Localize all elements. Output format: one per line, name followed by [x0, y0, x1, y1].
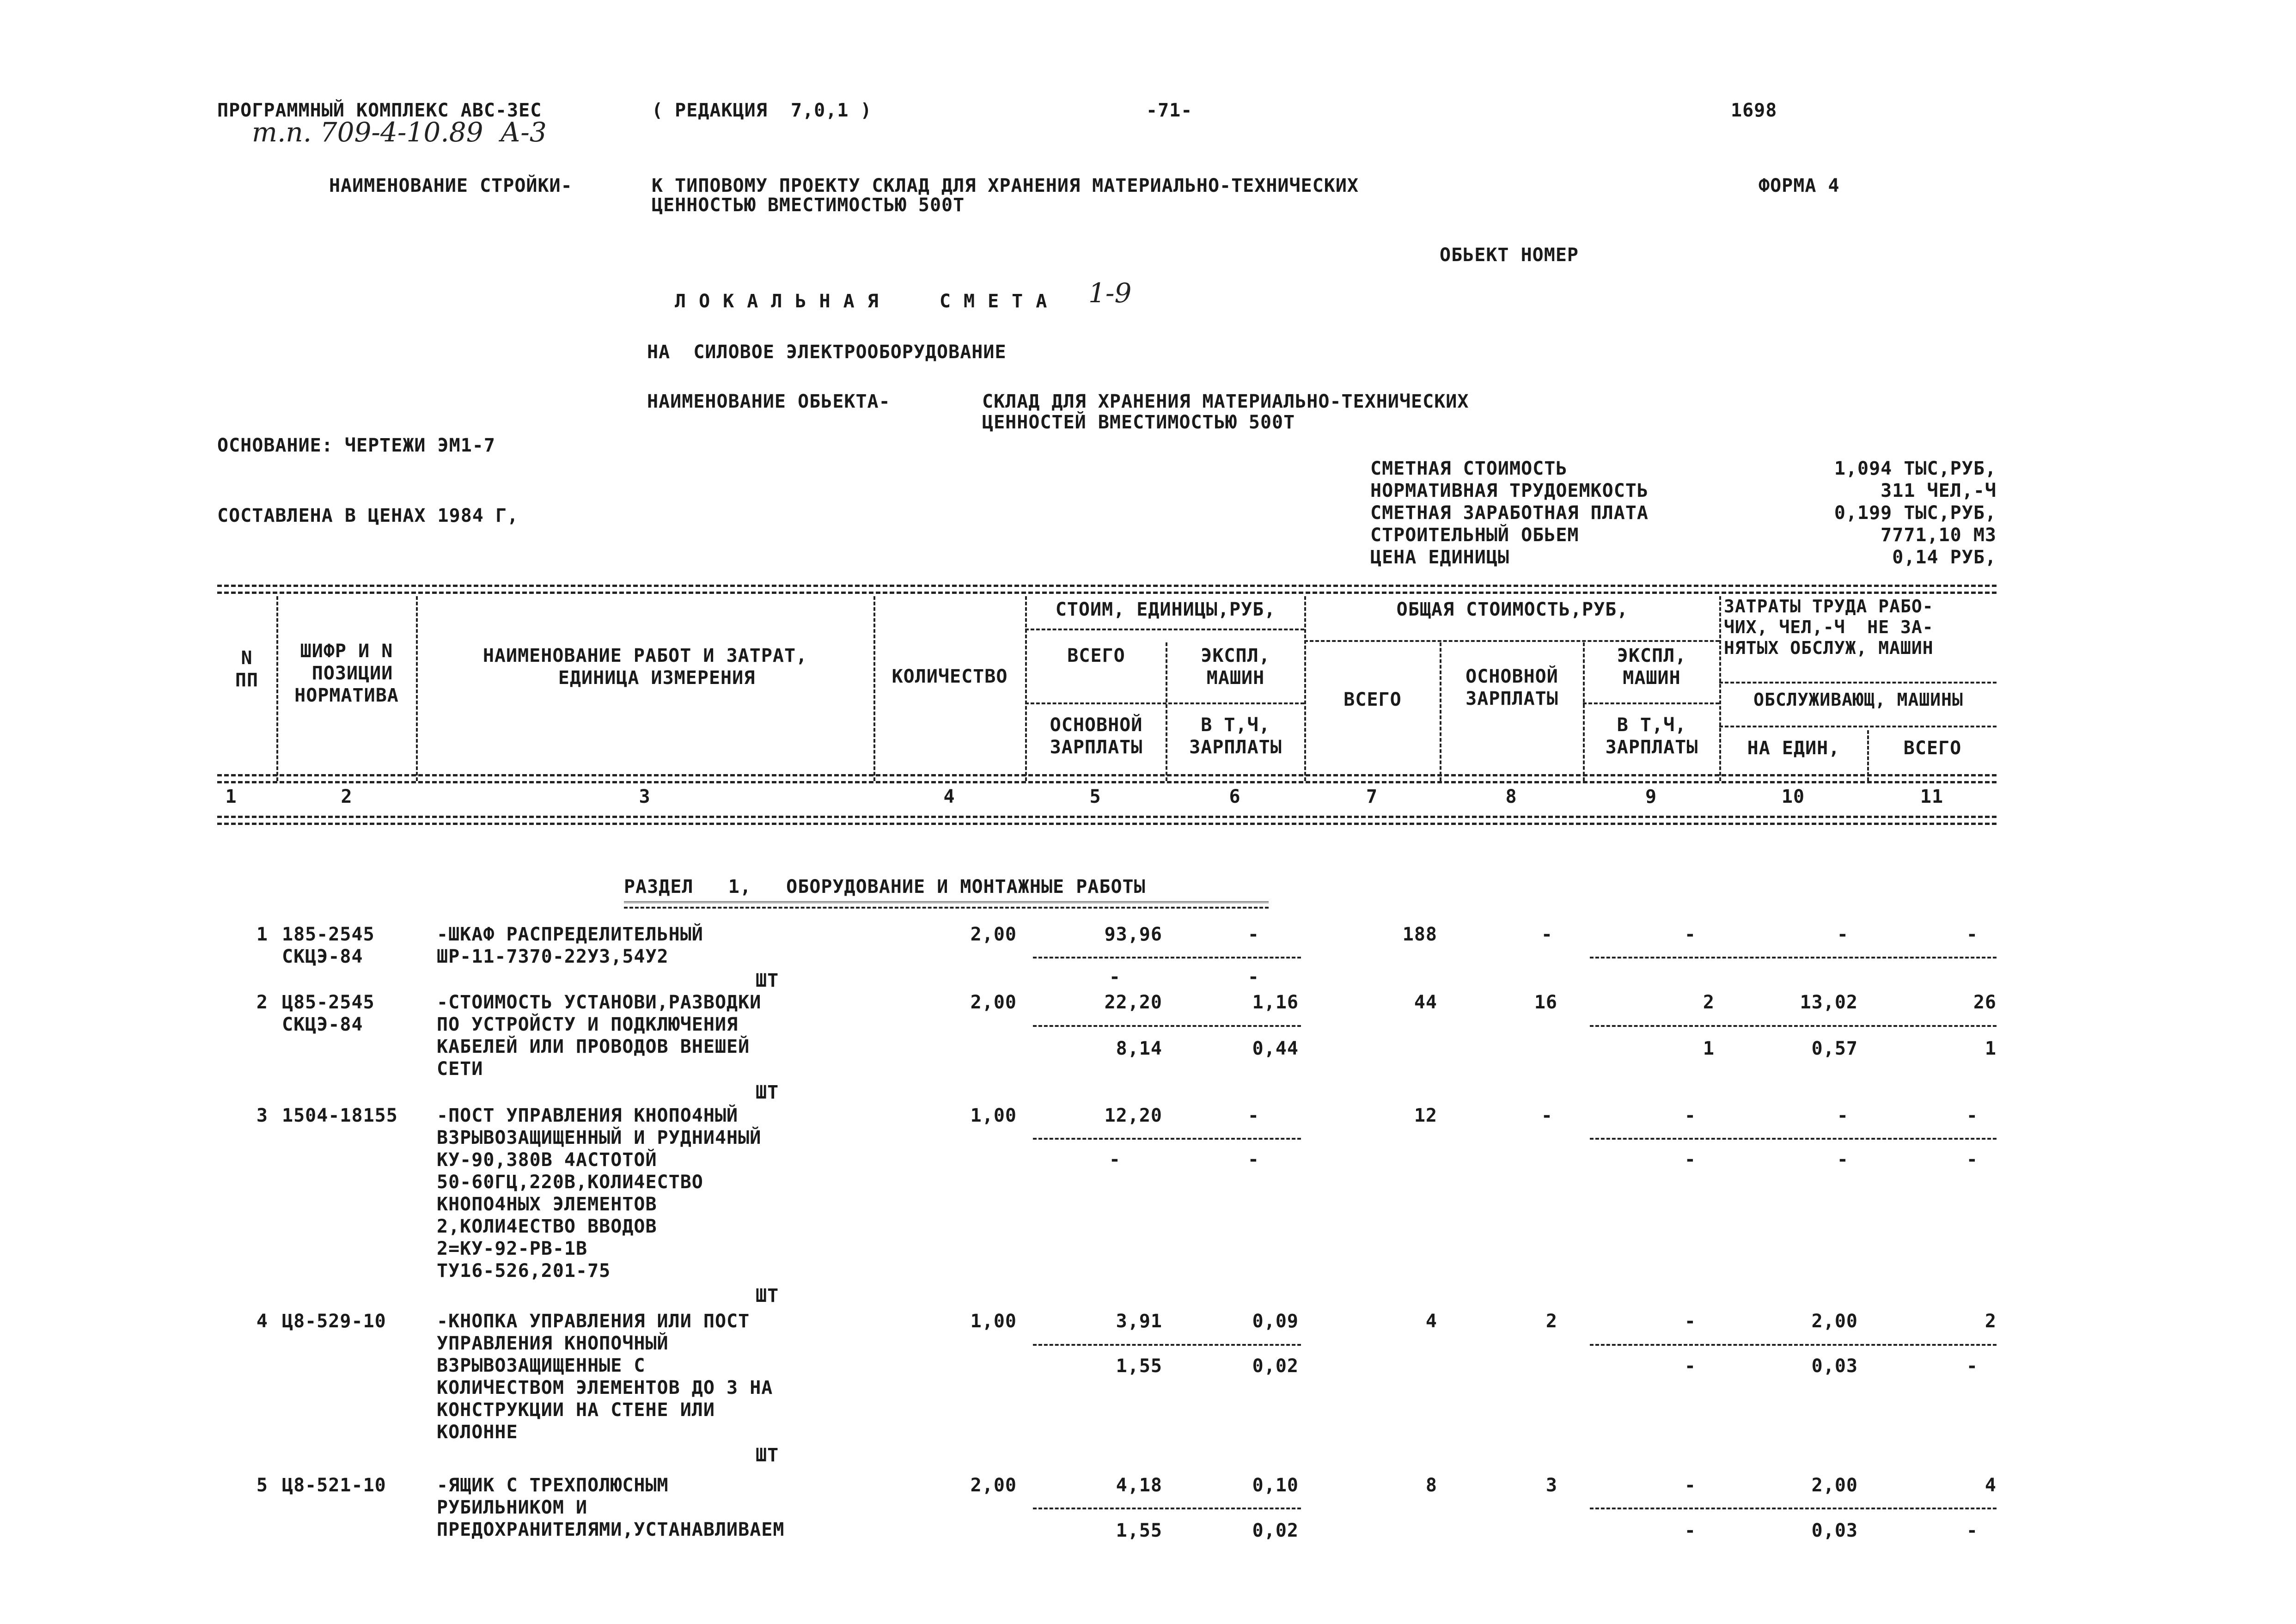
header-total-cost: ОБЩАЯ СТОИМОСТЬ,РУБ,: [1396, 599, 1629, 620]
row-unit-wages: -: [1109, 1149, 1121, 1170]
row-labor-total: 4: [1985, 1475, 1997, 1496]
row-unit-machine-wages: -: [1247, 966, 1259, 988]
header-unit-total: ВСЕГО: [1067, 645, 1125, 666]
row-code: 185-2545 СКЦЭ-84: [282, 924, 375, 967]
column-number: 11: [1920, 786, 1944, 807]
header-labor: ЗАТРАТЫ ТРУДА РАБО- ЧИХ, ЧЕЛ,-Ч НЕ ЗА- НЯТЫХ ОБСЛУЖ, МАШИН: [1724, 596, 1934, 658]
row-unit-machines: -: [1247, 924, 1259, 945]
row-labor-unit: 13,02: [1800, 992, 1858, 1013]
row-unit: ШТ: [756, 1082, 779, 1103]
table-rule-top2: [217, 592, 1997, 594]
row-labor-unit: 2,00: [1811, 1311, 1858, 1332]
row-labor-unit: 2,00: [1811, 1475, 1858, 1496]
row-unit-machine-wages: 0,02: [1252, 1520, 1299, 1541]
column-number: 4: [943, 786, 955, 807]
column-number: 7: [1366, 786, 1378, 807]
row-unit-wages: 1,55: [1116, 1355, 1162, 1377]
summary-value: 0,199 ТЫС,РУБ,: [1834, 502, 1997, 524]
row-total-all: 12: [1414, 1105, 1437, 1126]
prices-year: СОСТАВЛЕНА В ЦЕНАХ 1984 Г,: [217, 505, 519, 526]
row-unit-machine-wages: 0,44: [1252, 1038, 1299, 1059]
row-total-wages: 3: [1545, 1475, 1557, 1496]
header-subrule: [1025, 702, 1304, 704]
header-total-machine-wages: В Т,Ч, ЗАРПЛАТЫ: [1605, 714, 1698, 758]
row-unit-machine-wages: -: [1247, 1149, 1259, 1170]
column-number: 9: [1645, 786, 1657, 807]
column-number: 8: [1505, 786, 1517, 807]
row-number: 2: [256, 992, 268, 1013]
header-name: НАИМЕНОВАНИЕ РАБОТ И ЗАТРАТ, ЕДИНИЦА ИЗМЕРЕНИЯ: [482, 645, 808, 689]
summary-label: СМЕТНАЯ СТОИМОСТЬ: [1370, 458, 1568, 479]
estimate-subtitle: НА СИЛОВОЕ ЭЛЕКТРООБОРУДОВАНИЕ: [647, 342, 1007, 363]
row-labor-total-machines: 1: [1985, 1038, 1997, 1059]
row-quantity: 2,00: [970, 1475, 1017, 1496]
row-code: Ц85-2545 СКЦЭ-84: [282, 992, 375, 1035]
row-name: -СТОИМОСТЬ УСТАНОВИ,РАЗВОДКИ ПО УСТРОЙСТУ И ПОДКЛЮЧЕНИЯ КАБЕЛЕЙ ИЛИ ПРОВОДОВ ВНЕШЕЙ СЕТИ: [437, 992, 762, 1080]
table-rule-colnums2: [217, 823, 1997, 825]
summary-value: 311 ЧЕЛ,-Ч: [1881, 480, 1997, 501]
column-number: 6: [1229, 786, 1241, 807]
header-total-machines: ЭКСПЛ, МАШИН: [1617, 645, 1687, 689]
col-divider: [873, 596, 875, 781]
row-unit-total: 22,20: [1104, 992, 1162, 1013]
row-quantity: 1,00: [970, 1311, 1017, 1332]
row-total-machine-wages: -: [1684, 1520, 1696, 1541]
row-labor-total-machines: -: [1966, 1355, 1978, 1377]
row-number: 5: [256, 1475, 268, 1496]
row-total-machine-wages: 1: [1703, 1038, 1715, 1059]
construction-label: НАИМЕНОВАНИЕ СТРОЙКИ-: [329, 175, 573, 196]
column-number: 2: [341, 786, 353, 807]
summary-value: 7771,10 М3: [1881, 525, 1997, 546]
row-unit-total: 93,96: [1104, 924, 1162, 945]
row-total-all: 4: [1425, 1311, 1437, 1332]
row-labor-total: -: [1966, 1105, 1978, 1126]
row-code: 1504-18155: [282, 1105, 398, 1126]
row-unit-total: 12,20: [1104, 1105, 1162, 1126]
header-subrule: [1025, 629, 1304, 630]
row-unit-wages: 8,14: [1116, 1038, 1162, 1059]
row-underline: [1590, 1138, 1997, 1140]
section-title: РАЗДЕЛ 1, ОБОРУДОВАНИЕ И МОНТАЖНЫЕ РАБОТЫ: [624, 876, 1146, 897]
row-underline: [1590, 1344, 1997, 1346]
row-code: Ц8-529-10: [282, 1311, 386, 1332]
header-subrule: [1304, 640, 1719, 642]
column-number: 5: [1089, 786, 1101, 807]
header-subrule: [1719, 726, 1997, 727]
object-name-line1: СКЛАД ДЛЯ ХРАНЕНИЯ МАТЕРИАЛЬНО-ТЕХНИЧЕСКИХ: [982, 391, 1469, 412]
row-unit-machines: -: [1247, 1105, 1259, 1126]
summary-label: СМЕТНАЯ ЗАРАБОТНАЯ ПЛАТА: [1370, 502, 1649, 524]
header-quantity: КОЛИЧЕСТВО: [892, 666, 1008, 687]
row-unit: ШТ: [756, 970, 779, 991]
row-unit-machines: 0,09: [1252, 1311, 1299, 1332]
row-unit-machine-wages: 0,02: [1252, 1355, 1299, 1377]
row-labor-unit: -: [1837, 1105, 1849, 1126]
row-underline: [1033, 957, 1301, 959]
program-name: ПРОГРАММНЫЙ КОМПЛЕКС АВС-ЗЕС: [217, 100, 542, 121]
row-unit-wages: -: [1109, 966, 1121, 988]
header-labor-total: ВСЕГО: [1903, 738, 1962, 759]
row-unit-wages: 1,55: [1116, 1520, 1162, 1541]
table-rule-colnums: [217, 816, 1997, 818]
row-code: Ц8-521-10: [282, 1475, 386, 1496]
row-number: 4: [256, 1311, 268, 1332]
row-total-all: 8: [1425, 1475, 1437, 1496]
column-number: 3: [639, 786, 651, 807]
object-label: НАИМЕНОВАНИЕ ОБЬЕКТА-: [647, 391, 891, 412]
row-labor-total: -: [1966, 924, 1978, 945]
row-total-wages: -: [1541, 1105, 1553, 1126]
row-total-machine-wages: -: [1684, 1149, 1696, 1170]
summary-label: НОРМАТИВНАЯ ТРУДОЕМКОСТЬ: [1370, 480, 1649, 501]
row-underline: [1590, 1025, 1997, 1027]
row-quantity: 2,00: [970, 992, 1017, 1013]
row-total-machines: -: [1684, 1105, 1696, 1126]
row-unit-machines: 0,10: [1252, 1475, 1299, 1496]
row-unit-total: 3,91: [1116, 1311, 1162, 1332]
basis: ОСНОВАНИЕ: ЧЕРТЕЖИ ЭМ1-7: [217, 435, 495, 456]
header-unit-machines: ЭКСПЛ, МАШИН: [1201, 645, 1270, 689]
header-subrule: [1583, 702, 1719, 704]
summary-value: 0,14 РУБ,: [1892, 547, 1997, 568]
row-total-machines: -: [1684, 924, 1696, 945]
row-underline: [1590, 957, 1997, 959]
header-labor-unit: НА ЕДИН,: [1747, 738, 1840, 759]
summary-label: ЦЕНА ЕДИНИЦЫ: [1370, 547, 1509, 568]
object-number: ОБЬЕКТ НОМЕР: [1440, 244, 1579, 266]
header-n: N ПП: [235, 647, 259, 691]
header-total-all: ВСЕГО: [1343, 689, 1402, 710]
construction-name-line1: К ТИПОВОМУ ПРОЕКТУ СКЛАД ДЛЯ ХРАНЕНИЯ МАТЕРИАЛЬНО-ТЕХНИЧЕСКИХ: [652, 175, 1359, 196]
section-title-underline: [624, 901, 1269, 903]
header-unit-cost: СТОИМ, ЕДИНИЦЫ,РУБ,: [1055, 599, 1276, 620]
row-number: 3: [256, 1105, 268, 1126]
row-labor-unit: -: [1837, 924, 1849, 945]
row-number: 1: [256, 924, 268, 945]
row-unit-total: 4,18: [1116, 1475, 1162, 1496]
row-total-machine-wages: -: [1684, 1355, 1696, 1377]
page-number: -71-: [1146, 100, 1193, 121]
row-name: -ШКАФ РАСПРЕДЕЛИТЕЛЬНЫЙ ШР-11-7370-22У3,54У2: [437, 924, 703, 967]
row-labor-total: 26: [1973, 992, 1997, 1013]
row-quantity: 2,00: [970, 924, 1017, 945]
summary-label: СТРОИТЕЛЬНЫЙ ОБЬЕМ: [1370, 525, 1579, 546]
table-rule-header-bottom: [217, 774, 1997, 776]
summary-value: 1,094 ТЫС,РУБ,: [1834, 458, 1997, 479]
header-code: ШИФР И N ПОЗИЦИИ НОРМАТИВА: [294, 641, 399, 706]
row-total-machines: -: [1684, 1311, 1696, 1332]
edition: ( РЕДАКЦИЯ 7,0,1 ): [652, 100, 872, 121]
estimate-title: ЛОКАЛЬНАЯ СМЕТА: [675, 291, 1060, 312]
row-total-all: 188: [1402, 924, 1437, 945]
row-labor-total-machines: -: [1966, 1520, 1978, 1541]
form-label: ФОРМА 4: [1759, 175, 1840, 196]
row-total-all: 44: [1414, 992, 1437, 1013]
row-name: -ПОСТ УПРАВЛЕНИЯ КНОПО4НЫЙ ВЗРЫВОЗАЩИЩЕННЫЙ И РУДНИ4НЫЙ КУ-90,380В 4АСТОТОЙ 50-60ГЦ,220В,КОЛИ4ЕСТВО КНОПО4НЫХ ЭЛЕМЕНТОВ 2,КОЛИ4ЕСТВО ВВОДОВ 2=КУ-92-РВ-1В ТУ16-526,201-75: [437, 1105, 762, 1282]
header-unit-machine-wages: В Т,Ч, ЗАРПЛАТЫ: [1189, 714, 1282, 758]
header-labor-machines: ОБСЛУЖИВАЮЩ, МАШИНЫ: [1753, 690, 1963, 710]
row-underline: [1033, 1508, 1301, 1509]
object-name-line2: ЦЕННОСТЕЙ ВМЕСТИМОСТЬЮ 500Т: [982, 412, 1295, 433]
construction-name-line2: ЦЕННОСТЬЮ ВМЕСТИМОСТЬЮ 500Т: [652, 195, 965, 216]
row-underline: [1033, 1344, 1301, 1346]
header-total-wages: ОСНОВНОЙ ЗАРПЛАТЫ: [1466, 666, 1558, 709]
table-rule-top: [217, 585, 1997, 587]
row-quantity: 1,00: [970, 1105, 1017, 1126]
column-number: 10: [1781, 786, 1805, 807]
row-name: -КНОПКА УПРАВЛЕНИЯ ИЛИ ПОСТ УПРАВЛЕНИЯ КНОПОЧНЫЙ ВЗРЫВОЗАЩИЩЕННЫЕ С КОЛИЧЕСТВОМ ЭЛЕМЕНТОВ ДО 3 НА КОНСТРУКЦИИ НА СТЕНЕ ИЛИ КОЛОННЕ: [437, 1311, 773, 1443]
row-labor-total-machines: -: [1966, 1149, 1978, 1170]
col-divider: [1440, 642, 1441, 781]
row-unit: ШТ: [756, 1445, 779, 1466]
handwritten-reference: т.п. 709-4-10.89 А-3: [252, 116, 547, 148]
row-total-machines: 2: [1703, 992, 1715, 1013]
header-subrule: [1719, 682, 1997, 684]
table-rule-header-bottom2: [217, 781, 1997, 783]
row-underline: [1033, 1138, 1301, 1140]
row-unit: ШТ: [756, 1285, 779, 1307]
row-labor-unit-machines: -: [1837, 1149, 1849, 1170]
row-underline: [1033, 1025, 1301, 1027]
row-total-wages: 2: [1545, 1311, 1557, 1332]
row-labor-unit-machines: 0,57: [1811, 1038, 1858, 1059]
estimate-title-handwritten: 1-9: [1088, 277, 1132, 309]
row-labor-unit-machines: 0,03: [1811, 1355, 1858, 1377]
row-underline: [1590, 1508, 1997, 1509]
column-number: 1: [225, 786, 237, 807]
row-labor-unit-machines: 0,03: [1811, 1520, 1858, 1541]
row-total-machines: -: [1684, 1475, 1696, 1496]
document-number: 1698: [1731, 100, 1777, 121]
row-name: -ЯЩИК С ТРЕХПОЛЮСНЫМ РУБИЛЬНИКОМ И ПРЕДОХРАНИТЕЛЯМИ,УСТАНАВЛИВАЕМ: [437, 1475, 785, 1540]
section-title-underline2: [624, 907, 1269, 909]
row-unit-machines: 1,16: [1252, 992, 1299, 1013]
header-unit-wages: ОСНОВНОЙ ЗАРПЛАТЫ: [1050, 714, 1143, 758]
row-labor-total: 2: [1985, 1311, 1997, 1332]
row-total-wages: -: [1541, 924, 1553, 945]
row-total-wages: 16: [1534, 992, 1557, 1013]
